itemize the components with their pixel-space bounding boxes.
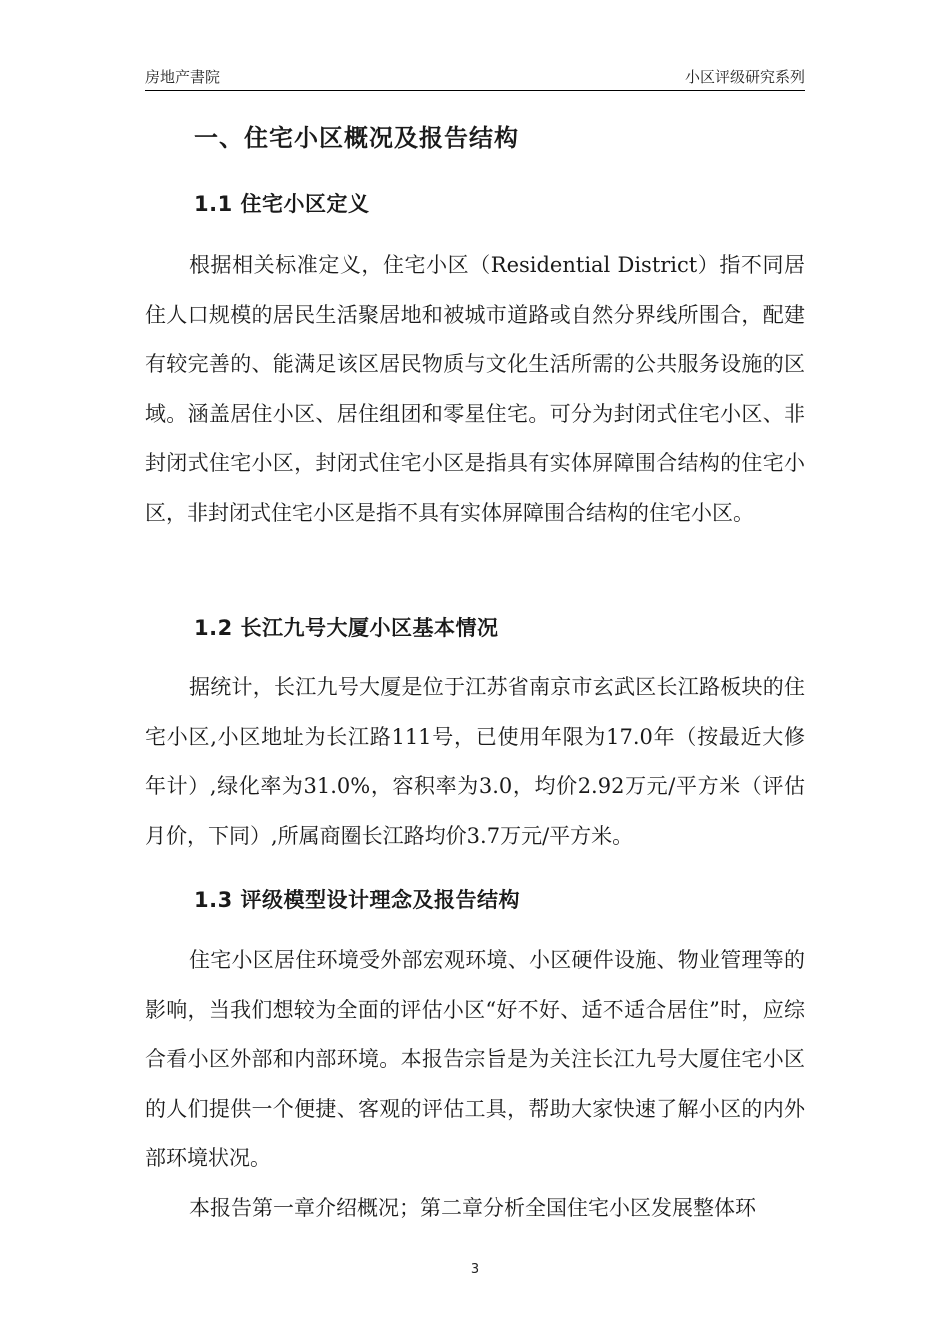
section-1-1-paragraph: 根据相关标准定义，住宅小区（Residential District）指不同居住人口规模的居民生活聚居地和被城市道路或自然分界线所围合，配建有较完善的、能满足该区居民物质与文化生活所需的公共服务设施的区域。涵盖居住小区、居住组团和零星住宅。可分为封闭式住宅小区、非封闭式住宅小区，封闭式住宅小区是指具有实体屏障围合结构的住宅小区，非封闭式住宅小区是指不具有实体屏障围合结构的住宅小区。	[145, 253, 805, 525]
page-number: 3	[470, 1262, 480, 1277]
chapter-title: 一、住宅小区概况及报告结构	[194, 124, 519, 152]
header-divider	[145, 90, 805, 91]
section-heading-1-3: 1.3 评级模型设计理念及报告结构	[194, 888, 521, 912]
header-series-title: 小区评级研究系列	[684, 68, 805, 86]
section-1-2-paragraph: 据统计，长江九号大厦是位于江苏省南京市玄武区长江路板块的住宅小区,小区地址为长江路111号，已使用年限为17.0年（按最近大修年计）,绿化率为31.0%，容积率为3.0，均价2.92万元/平方米（评估月价，下同）,所属商圈长江路均价3.7万元/平方米。	[145, 675, 805, 848]
section-heading-1-1: 1.1 住宅小区定义	[194, 192, 370, 216]
header-publisher: 房地产書院	[145, 68, 221, 86]
page-header	[145, 66, 805, 88]
section-heading-1-2: 1.2 长江九号大厦小区基本情况	[194, 616, 499, 640]
section-1-3-paragraph-1: 住宅小区居住环境受外部宏观环境、小区硬件设施、物业管理等的影响，当我们想较为全面的评估小区“好不好、适不适合居住”时，应综合看小区外部和内部环境。本报告宗旨是为关注长江九号大厦住宅小区的人们提供一个便捷、客观的评估工具，帮助大家快速了解小区的内外部环境状况。	[145, 948, 805, 1170]
section-1-3-paragraph-2: 本报告第一章介绍概况；第二章分析全国住宅小区发展整体环	[189, 1196, 756, 1220]
